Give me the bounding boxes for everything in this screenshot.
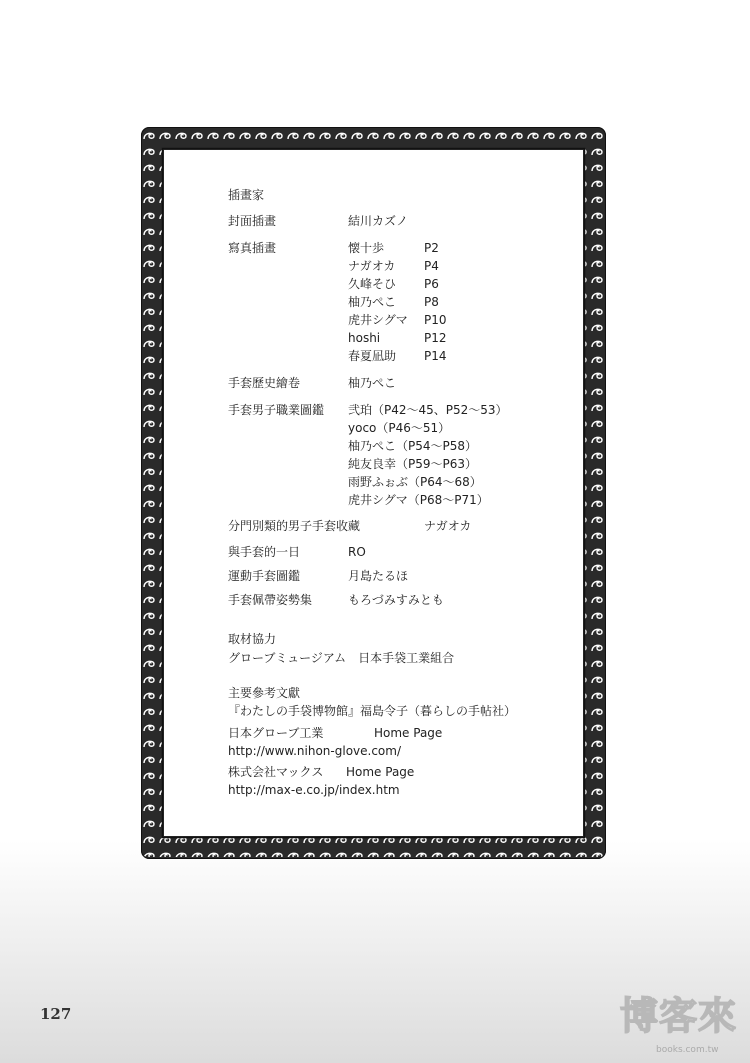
photo-page: P14	[424, 349, 447, 363]
cover-label: 封面插畫	[228, 214, 277, 228]
reference-site-name: 日本グローブ工業	[228, 726, 324, 740]
day-label: 與手套的一日	[228, 545, 301, 559]
cooperation-text: グローブミュージアム 日本手袋工業組合	[228, 651, 455, 665]
photo-name: hoshi	[348, 331, 381, 345]
watermark-url: books.com.tw	[656, 1045, 719, 1055]
photo-name: 虎井シグマ	[348, 313, 408, 327]
occupations-label: 手套男子職業圖鑑	[228, 403, 325, 417]
day-name: RO	[348, 545, 366, 559]
occupations-item: yoco（P46～51）	[348, 421, 451, 435]
reference-site-url: http://www.nihon-glove.com/	[228, 744, 402, 758]
photo-name: 春夏凪助	[348, 349, 397, 363]
photo-page: P12	[424, 331, 447, 345]
photo-label: 寫真插畫	[228, 241, 277, 255]
watermark-logo: 博客來	[620, 994, 738, 1038]
history-name: 柚乃ぺこ	[348, 376, 397, 390]
sports-name: 月島たるほ	[348, 569, 409, 583]
cooperation-heading: 取材協力	[228, 632, 277, 646]
occupations-item: 虎井シグマ（P68～P71）	[348, 493, 489, 507]
reference-book: 『わたしの手袋博物館』福島令子（暮らしの手帖社）	[228, 704, 517, 718]
reference-site-url: http://max-e.co.jp/index.htm	[228, 783, 400, 797]
poses-label: 手套佩帶姿勢集	[228, 593, 313, 607]
occupations-item: 柚乃ぺこ（P54～P58）	[348, 439, 478, 453]
reference-site-name: 株式会社マックス	[228, 765, 324, 779]
collection-name: ナガオカ	[424, 519, 472, 533]
photo-name: ナガオカ	[348, 259, 396, 273]
photo-name: 懐十歩	[348, 241, 385, 255]
photo-name: 柚乃ぺこ	[348, 295, 397, 309]
photo-page: P8	[424, 295, 439, 309]
occupations-item: 弐珀（P42～45、P52～53）	[348, 403, 508, 417]
references-heading: 主要參考文獻	[228, 686, 301, 700]
photo-name: 久峰そひ	[348, 277, 397, 291]
cover-name: 結川カズノ	[348, 214, 409, 228]
collection-label: 分門別類的男子手套收藏	[228, 519, 361, 533]
history-label: 手套歷史繪卷	[228, 376, 301, 390]
occupations-item: 雨野ふぉぶ（P64～68）	[348, 475, 482, 489]
occupations-item: 純友良幸（P59～P63）	[348, 457, 478, 471]
page-number: 127	[40, 1005, 72, 1023]
sports-label: 運動手套圖鑑	[228, 569, 301, 583]
poses-name: もろづみすみとも	[348, 593, 444, 607]
reference-site-label: Home Page	[374, 726, 443, 740]
illustrators-heading: 插畫家	[228, 188, 265, 202]
photo-page: P10	[424, 313, 447, 327]
reference-site-label: Home Page	[346, 765, 415, 779]
photo-page: P4	[424, 259, 439, 273]
photo-page: P2	[424, 241, 439, 255]
photo-page: P6	[424, 277, 439, 291]
